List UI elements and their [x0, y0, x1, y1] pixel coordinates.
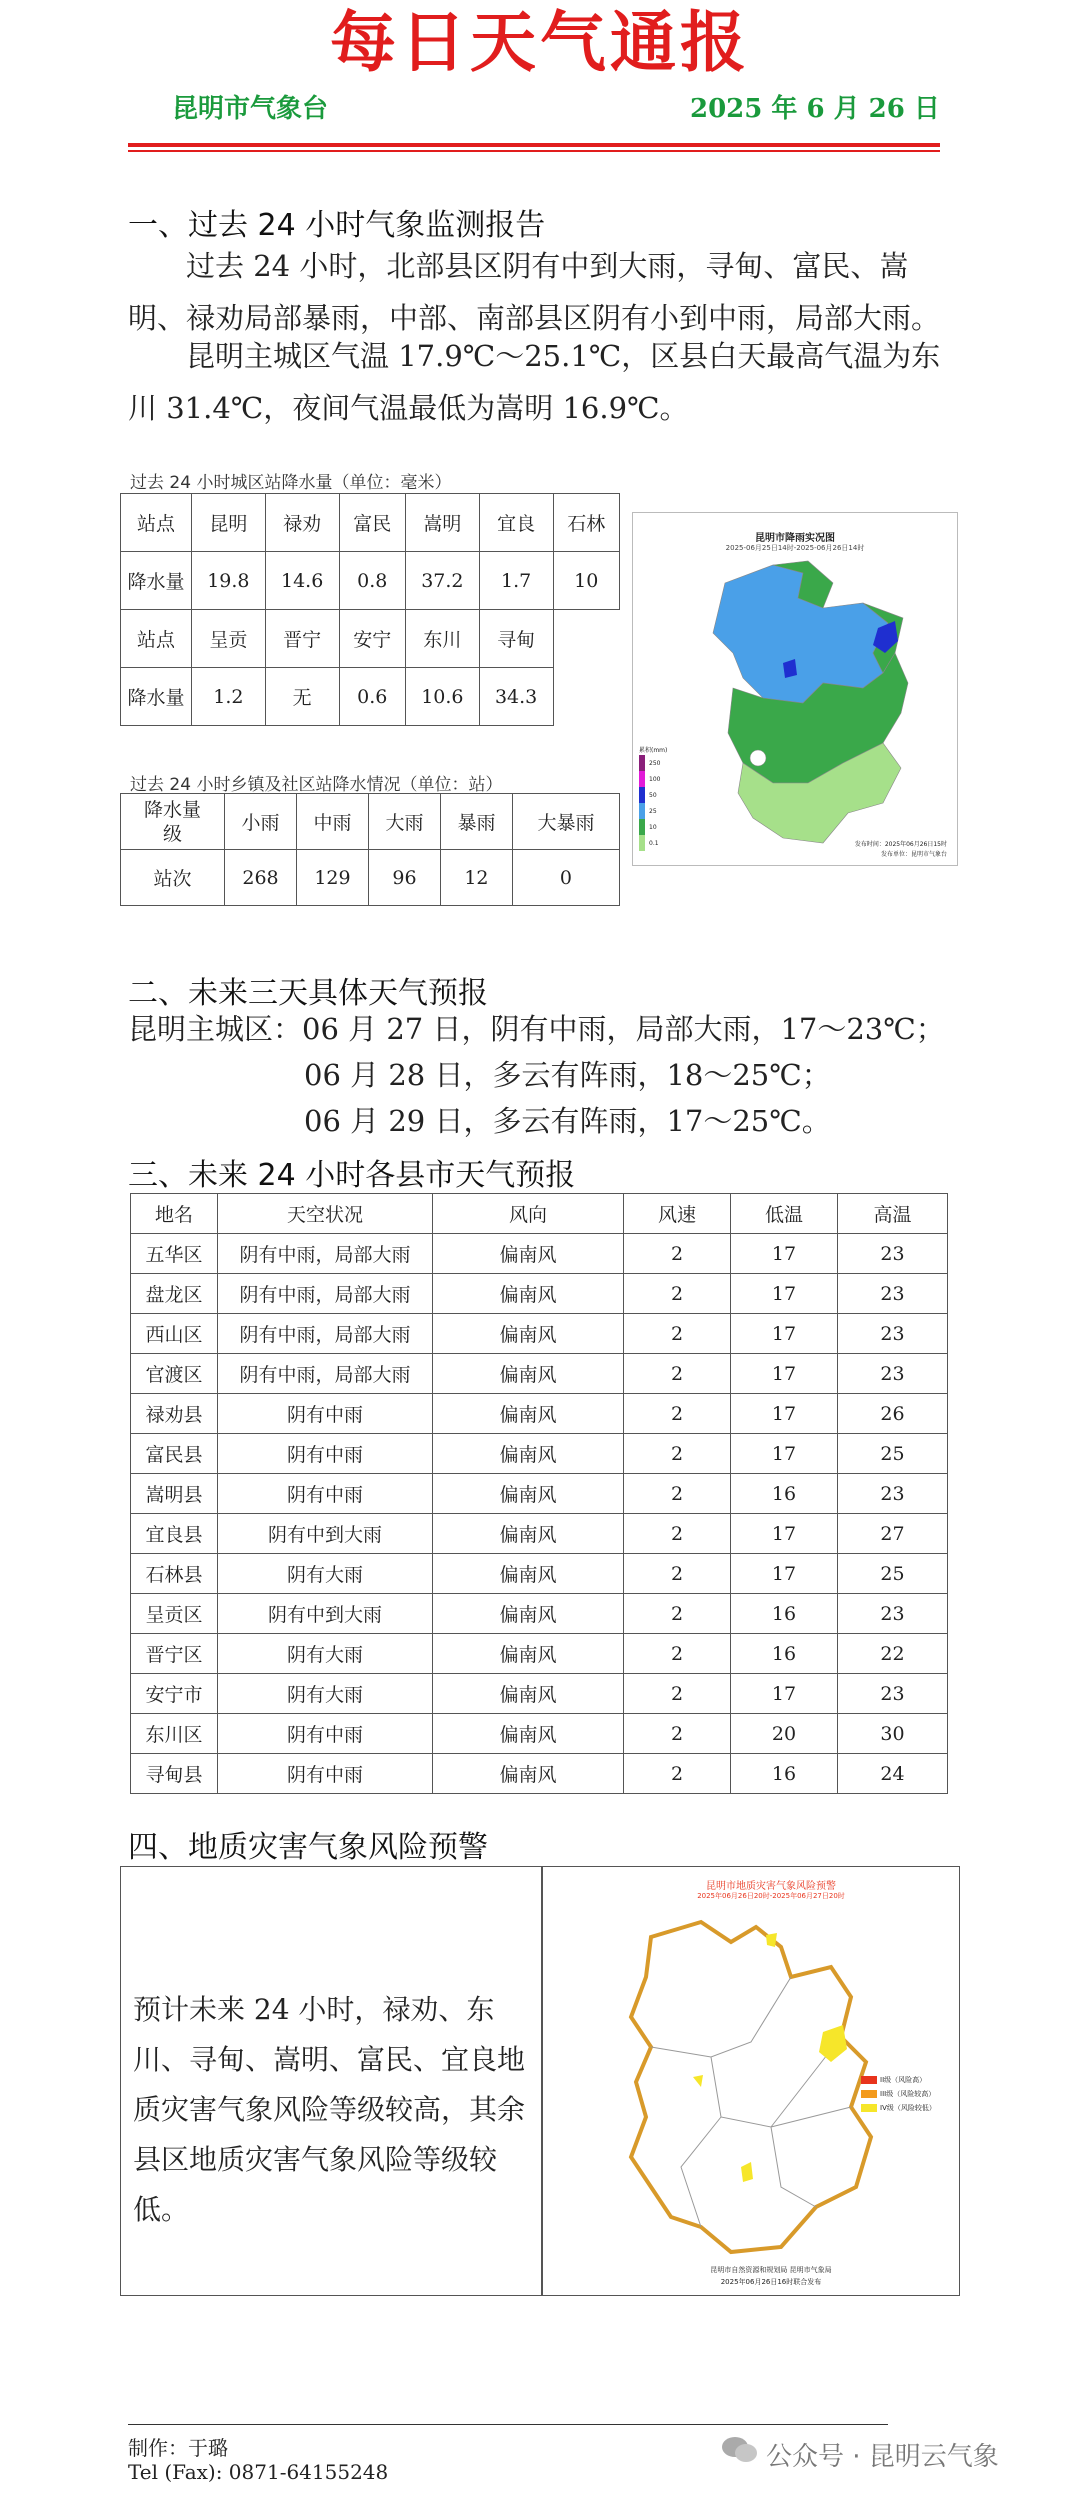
station-cell: 东川	[405, 610, 479, 668]
table-cell: 17	[731, 1314, 838, 1354]
geo-map-footer-time: 2025年06月26日16时联合发布	[720, 2278, 822, 2286]
table-cell: 偏南风	[433, 1754, 624, 1794]
table-cell: 17	[731, 1234, 838, 1274]
table-cell: 2	[624, 1754, 731, 1794]
geo-map-title: 昆明市地质灾害气象风险预警	[706, 1881, 836, 1892]
level-cell: 暴雨	[440, 794, 512, 850]
table-row	[121, 668, 620, 726]
table-cell: 偏南风	[433, 1554, 624, 1594]
table-row	[131, 1354, 948, 1394]
table-cell: 寻甸县	[131, 1754, 218, 1794]
station-cell: 宜良	[479, 494, 553, 552]
level-cell: 大雨	[368, 794, 440, 850]
legend-row	[861, 2089, 936, 2099]
report-title: 每日天气通报	[330, 4, 750, 81]
table-cell: 17	[731, 1274, 838, 1314]
section1-heading: 一、过去 24 小时气象监测报告	[128, 208, 546, 243]
county-forecast-table	[130, 1193, 948, 1794]
table-cell: 阴有中雨，局部大雨	[218, 1274, 433, 1314]
footer-divider	[128, 2424, 888, 2425]
column-header: 高温	[838, 1194, 948, 1234]
column-header: 风速	[624, 1194, 731, 1234]
section1-paragraph1: 过去 24 小时，北部县区阴有中到大雨，寻甸、富民、嵩明、禄劝局部暴雨，中部、南部县区阴有小到中雨，局部大雨。	[128, 249, 941, 335]
table-cell: 17	[731, 1674, 838, 1714]
legend-value: 10	[649, 823, 657, 831]
station-cell: 呈贡	[192, 610, 266, 668]
legend-swatch	[861, 2104, 877, 2112]
table-cell: 23	[838, 1594, 948, 1634]
table-row	[121, 552, 620, 610]
value-cell: 10	[553, 552, 619, 610]
station-cell: 昆明	[192, 494, 266, 552]
table-cell: 富民县	[131, 1434, 218, 1474]
table-cell: 17	[731, 1394, 838, 1434]
table-row	[131, 1234, 948, 1274]
count-cell: 129	[296, 850, 368, 906]
table-cell: 宜良县	[131, 1514, 218, 1554]
table-cell: 17	[731, 1354, 838, 1394]
table-cell: 偏南风	[433, 1394, 624, 1434]
table-cell: 23	[838, 1314, 948, 1354]
table-cell: 16	[731, 1754, 838, 1794]
column-header: 低温	[731, 1194, 838, 1234]
table-cell: 16	[731, 1594, 838, 1634]
row-label: 降水量	[121, 552, 192, 610]
section3-heading: 三、未来 24 小时各县市天气预报	[128, 1158, 576, 1193]
level-cell: 中雨	[296, 794, 368, 850]
legend-value: 25	[649, 807, 657, 815]
row-label: 降水量	[121, 668, 192, 726]
table-cell: 25	[838, 1554, 948, 1594]
table-cell: 2	[624, 1274, 731, 1314]
table-cell: 阴有中到大雨	[218, 1514, 433, 1554]
table-cell: 呈贡区	[131, 1594, 218, 1634]
table-cell: 禄劝县	[131, 1394, 218, 1434]
table-cell: 22	[838, 1634, 948, 1674]
column-header: 风向	[433, 1194, 624, 1234]
table-header-row	[131, 1194, 948, 1234]
legend-swatch	[639, 835, 645, 851]
value-cell: 34.3	[479, 668, 553, 726]
table-cell: 30	[838, 1714, 948, 1754]
legend-row	[639, 771, 679, 787]
legend-row	[639, 835, 679, 851]
legend-row	[639, 755, 679, 771]
table-row	[121, 794, 620, 850]
station-cell: 安宁	[339, 610, 405, 668]
table-cell: 2	[624, 1474, 731, 1514]
table-cell: 西山区	[131, 1314, 218, 1354]
report-date: 2025 年 6 月 26 日	[690, 94, 940, 124]
table-cell: 阴有中雨	[218, 1754, 433, 1794]
table-cell: 17	[731, 1554, 838, 1594]
value-cell: 14.6	[265, 552, 339, 610]
table-cell: 2	[624, 1634, 731, 1674]
rain-legend	[639, 755, 679, 851]
value-cell: 1.7	[479, 552, 553, 610]
footer-maker: 制作：于璐	[128, 2436, 228, 2460]
legend-label: II级（风险高）	[880, 2076, 927, 2084]
table-cell: 17	[731, 1514, 838, 1554]
table-cell: 阴有中雨	[218, 1394, 433, 1434]
table-cell: 23	[838, 1674, 948, 1714]
section1-paragraph2: 昆明主城区气温 17.9℃～25.1℃，区县白天最高气温为东川 31.4℃，夜间气温最低为嵩明 16.9℃。	[128, 339, 941, 425]
table-cell: 25	[838, 1434, 948, 1474]
table-cell: 阴有中雨，局部大雨	[218, 1234, 433, 1274]
geo-map-footer-issuer: 昆明市自然资源和规划局 昆明市气象局	[710, 2266, 832, 2274]
legend-label: III级（风险较高）	[880, 2090, 936, 2098]
level-cell: 大暴雨	[512, 794, 619, 850]
geo-box-divider	[541, 1867, 543, 2295]
township-rain-table	[120, 793, 620, 906]
rain-table-caption: 过去 24 小时城区站降水量（单位：毫米）	[130, 473, 452, 493]
table-row	[131, 1634, 948, 1674]
value-cell	[553, 668, 619, 726]
row-label: 站点	[121, 494, 192, 552]
table-cell: 石林县	[131, 1554, 218, 1594]
table-cell: 23	[838, 1274, 948, 1314]
legend-row	[639, 787, 679, 803]
value-cell: 0.6	[339, 668, 405, 726]
rain-map-title: 昆明市降雨实况图	[755, 533, 835, 544]
legend-value: 250	[649, 759, 661, 767]
geo-legend	[861, 2075, 936, 2113]
table-cell: 26	[838, 1394, 948, 1434]
table-row	[131, 1674, 948, 1714]
legend-value: 0.1	[649, 839, 659, 847]
value-cell: 10.6	[405, 668, 479, 726]
table-cell: 2	[624, 1314, 731, 1354]
table-cell: 24	[838, 1754, 948, 1794]
level-table-caption: 过去 24 小时乡镇及社区站降水情况（单位：站）	[130, 775, 503, 795]
forecast-line: 06 月 28 日，多云有阵雨，18～25℃；	[304, 1058, 831, 1092]
count-cell: 96	[368, 850, 440, 906]
geo-risk-map	[591, 1867, 951, 2295]
value-cell: 1.2	[192, 668, 266, 726]
section4-heading: 四、地质灾害气象风险预警	[128, 1830, 488, 1865]
table-row	[131, 1554, 948, 1594]
legend-row	[861, 2075, 936, 2085]
rain-legend-title: 累积(mm)	[639, 747, 668, 754]
table-row	[131, 1394, 948, 1434]
table-cell: 阴有大雨	[218, 1554, 433, 1594]
table-cell: 安宁市	[131, 1674, 218, 1714]
table-cell: 官渡区	[131, 1354, 218, 1394]
table-cell: 阴有中雨	[218, 1434, 433, 1474]
value-cell: 无	[265, 668, 339, 726]
table-cell: 阴有中雨，局部大雨	[218, 1314, 433, 1354]
table-row	[131, 1274, 948, 1314]
legend-swatch	[639, 787, 645, 803]
section2-heading: 二、未来三天具体天气预报	[128, 976, 488, 1011]
table-cell: 阴有中到大雨	[218, 1594, 433, 1634]
table-row	[131, 1314, 948, 1354]
header-divider-thick	[128, 143, 940, 147]
table-cell: 2	[624, 1714, 731, 1754]
table-cell: 23	[838, 1354, 948, 1394]
forecast-line: 昆明主城区：06 月 27 日，阴有中雨，局部大雨，17～23℃；	[128, 1012, 945, 1046]
table-cell: 偏南风	[433, 1514, 624, 1554]
table-cell: 2	[624, 1434, 731, 1474]
table-cell: 五华区	[131, 1234, 218, 1274]
row-label: 站点	[121, 610, 192, 668]
table-cell: 盘龙区	[131, 1274, 218, 1314]
rain-map-footer-unit: 发布单位：昆明市气象台	[880, 851, 947, 858]
table-cell: 2	[624, 1674, 731, 1714]
rain-map-footer-time: 发布时间：2025年06月26日15时	[854, 841, 947, 848]
legend-value: 100	[649, 775, 661, 783]
legend-swatch	[639, 771, 645, 787]
table-cell: 17	[731, 1434, 838, 1474]
legend-swatch	[639, 755, 645, 771]
table-cell: 2	[624, 1514, 731, 1554]
station-cell: 富民	[339, 494, 405, 552]
column-header: 天空状况	[218, 1194, 433, 1234]
legend-row	[861, 2103, 936, 2113]
forecast-line: 06 月 29 日，多云有阵雨，17～25℃。	[304, 1104, 831, 1138]
table-row	[121, 494, 620, 552]
legend-value: 50	[649, 791, 657, 799]
legend-row	[639, 803, 679, 819]
table-row	[121, 610, 620, 668]
table-cell: 16	[731, 1474, 838, 1514]
table-cell: 偏南风	[433, 1474, 624, 1514]
count-cell: 268	[225, 850, 297, 906]
legend-swatch	[639, 803, 645, 819]
table-cell: 偏南风	[433, 1634, 624, 1674]
agency-name: 昆明市气象台	[172, 94, 329, 124]
count-cell: 12	[440, 850, 512, 906]
table-row	[131, 1754, 948, 1794]
station-cell	[553, 610, 619, 668]
table-cell: 2	[624, 1234, 731, 1274]
table-row	[131, 1514, 948, 1554]
table-cell: 偏南风	[433, 1274, 624, 1314]
table-row	[131, 1434, 948, 1474]
table-row	[131, 1594, 948, 1634]
value-cell: 37.2	[405, 552, 479, 610]
table-cell: 偏南风	[433, 1434, 624, 1474]
value-cell: 19.8	[192, 552, 266, 610]
table-cell: 2	[624, 1554, 731, 1594]
table-cell: 2	[624, 1394, 731, 1434]
table-cell: 2	[624, 1354, 731, 1394]
station-cell: 嵩明	[405, 494, 479, 552]
row-label: 降水量级	[121, 794, 225, 850]
table-cell: 23	[838, 1474, 948, 1514]
table-row	[131, 1714, 948, 1754]
table-cell: 东川区	[131, 1714, 218, 1754]
station-cell: 晋宁	[265, 610, 339, 668]
rain-map-subtitle: 2025-06月25日14时-2025-06月26日14时	[725, 544, 865, 552]
station-cell: 石林	[553, 494, 619, 552]
table-cell: 16	[731, 1634, 838, 1674]
footer-tel: Tel (Fax): 0871-64155248	[128, 2460, 389, 2484]
header-divider-thin	[128, 150, 940, 152]
rain-map	[632, 512, 958, 866]
column-header: 地名	[131, 1194, 218, 1234]
geo-map-subtitle: 2025年06月26日20时-2025年06月27日20时	[697, 1892, 845, 1900]
table-row	[131, 1474, 948, 1514]
table-cell: 2	[624, 1594, 731, 1634]
table-cell: 偏南风	[433, 1314, 624, 1354]
table-row	[121, 850, 620, 906]
city-rain-table	[120, 493, 620, 726]
table-cell: 23	[838, 1234, 948, 1274]
level-cell: 小雨	[225, 794, 297, 850]
rain-lake	[750, 750, 766, 766]
station-cell: 禄劝	[265, 494, 339, 552]
station-cell: 寻甸	[479, 610, 553, 668]
table-cell: 偏南风	[433, 1714, 624, 1754]
rain-map-graphic	[633, 513, 957, 865]
geo-risk-box	[120, 1866, 960, 2296]
table-cell: 27	[838, 1514, 948, 1554]
table-cell: 阴有中雨	[218, 1474, 433, 1514]
geo-outline	[631, 1922, 871, 2252]
table-cell: 晋宁区	[131, 1634, 218, 1674]
table-cell: 偏南风	[433, 1594, 624, 1634]
watermark-text: 公众号 · 昆明云气象	[766, 2442, 999, 2472]
legend-swatch	[861, 2090, 877, 2098]
legend-swatch	[861, 2076, 877, 2084]
table-cell: 嵩明县	[131, 1474, 218, 1514]
value-cell: 0.8	[339, 552, 405, 610]
table-cell: 偏南风	[433, 1354, 624, 1394]
table-cell: 阴有中雨，局部大雨	[218, 1354, 433, 1394]
table-cell: 阴有大雨	[218, 1634, 433, 1674]
table-cell: 偏南风	[433, 1234, 624, 1274]
wechat-icon	[720, 2434, 760, 2466]
legend-row	[639, 819, 679, 835]
geo-risk-text: 预计未来 24 小时，禄劝、东川、寻甸、嵩明、富民、宜良地质灾害气象风险等级较高，其余县区地质灾害气象风险等级较低。	[133, 1993, 526, 2226]
legend-label: IV级（风险较低）	[880, 2104, 936, 2112]
row-label: 站次	[121, 850, 225, 906]
table-cell: 阴有大雨	[218, 1674, 433, 1714]
table-cell: 偏南风	[433, 1674, 624, 1714]
legend-swatch	[639, 819, 645, 835]
table-cell: 20	[731, 1714, 838, 1754]
count-cell: 0	[512, 850, 619, 906]
table-cell: 阴有中雨	[218, 1714, 433, 1754]
